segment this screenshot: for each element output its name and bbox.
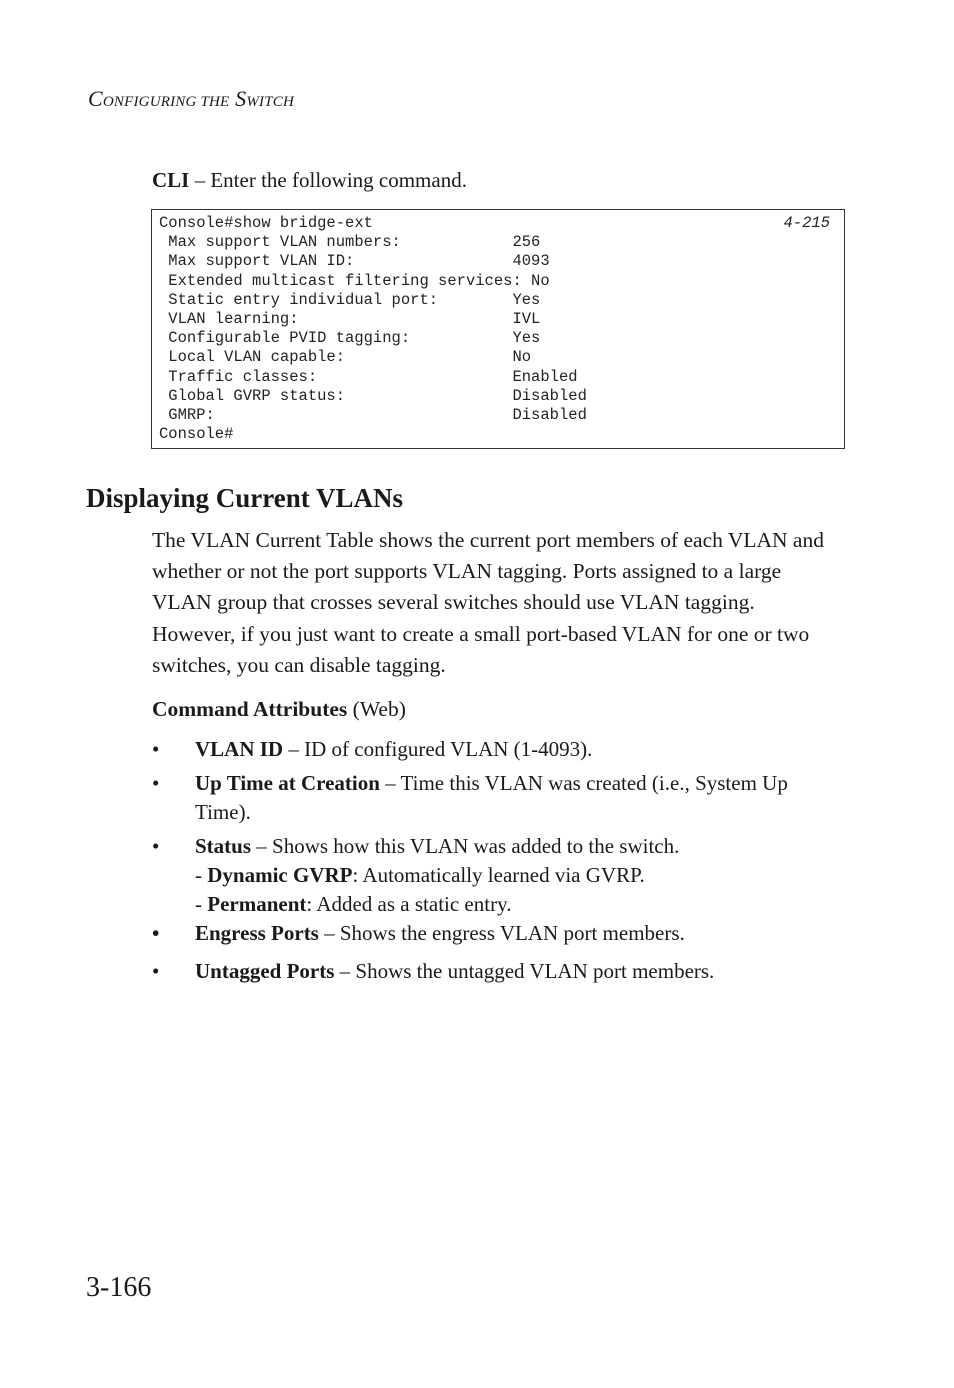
item-desc: – Shows the engress VLAN port members.	[318, 921, 685, 945]
command-attributes-suffix: (Web)	[347, 697, 406, 721]
sub-prefix: -	[195, 863, 208, 887]
page-number: 3-166	[86, 1272, 152, 1303]
bullet-icon: •	[152, 737, 160, 761]
sub-prefix: -	[195, 892, 208, 916]
code-block	[151, 209, 845, 449]
item-term: VLAN ID	[195, 737, 284, 761]
running-header-part-2: WITCH	[246, 94, 294, 110]
sub-term: Permanent	[207, 892, 307, 916]
running-header-cap-1: C	[88, 86, 103, 111]
code-text: Console#show bridge-ext Max support VLAN numbers: 256 Max support VLAN ID: 4093 Extended multicast filtering services: No Static entry individual port: Yes VLAN learning: IVL Configurable PVID tagging: Yes Local VLAN capable: No Traffic classes: Enabled Global GVRP status: Disabled GMRP: Disabled Console#	[159, 214, 587, 444]
bullet-icon: •	[152, 959, 160, 983]
sub-desc: : Added as a static entry.	[306, 892, 512, 916]
sub-term: Dynamic GVRP	[207, 863, 353, 887]
item-desc: – Shows the untagged VLAN port members.	[334, 959, 715, 983]
cli-intro-text: – Enter the following command.	[189, 168, 467, 192]
section-heading: Displaying Current VLANs	[86, 483, 404, 513]
bullet-icon: •	[152, 834, 160, 858]
running-header-part-1: ONFIGURING THE	[102, 94, 230, 110]
item-term: Engress Ports	[195, 921, 319, 945]
item-term: Up Time at Creation	[195, 771, 380, 795]
running-header	[88, 86, 294, 112]
status-sub-permanent	[195, 890, 845, 919]
sub-desc: : Automatically learned via GVRP.	[352, 863, 645, 887]
section-paragraph: The VLAN Current Table shows the current port members of each VLAN and whether or not the port supports VLAN tagging. Ports assigned to a large VLAN group that crosses several switches should use VLAN tagging. However, if you just want to create a small port-based VLAN for one or two switches, you can disable tagging.	[152, 528, 824, 677]
status-sub-dynamic-gvrp	[195, 861, 845, 890]
item-term: Untagged Ports	[195, 959, 335, 983]
running-header-cap-2: S	[235, 86, 247, 111]
cli-intro	[152, 168, 467, 193]
item-desc: – Shows how this VLAN was added to the switch.	[251, 834, 680, 858]
command-attributes-heading	[152, 697, 406, 722]
bullet-icon: •	[152, 921, 160, 945]
item-term: Status	[195, 834, 252, 858]
command-attributes-label: Command Attributes	[152, 697, 348, 721]
item-desc: – Time this VLAN was created (i.e., System Up Time).	[195, 771, 788, 824]
code-reference: 4-215	[783, 214, 830, 232]
bullet-icon: •	[152, 771, 160, 795]
item-desc: – ID of configured VLAN (1-4093).	[283, 737, 593, 761]
cli-label: CLI	[152, 168, 190, 192]
